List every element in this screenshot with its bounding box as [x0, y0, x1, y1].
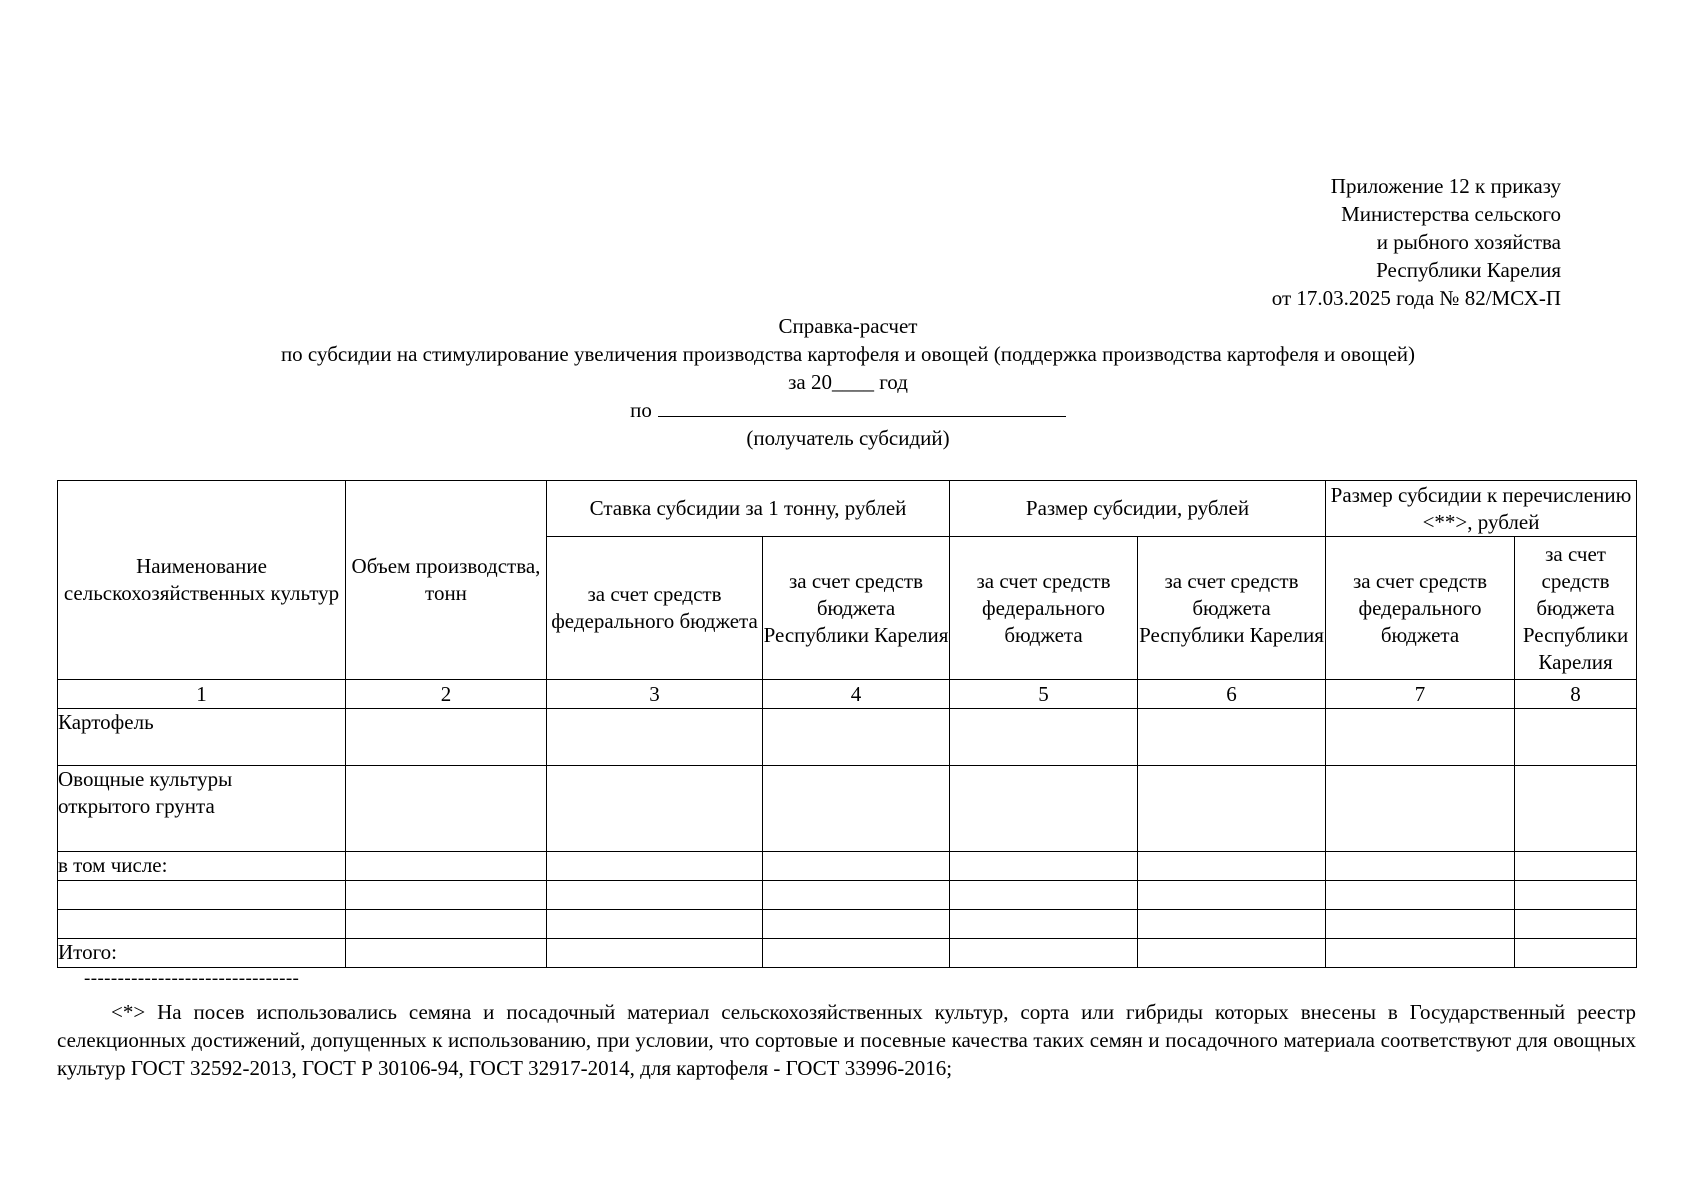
- table-cell: [1326, 939, 1515, 968]
- column-number-row: [58, 680, 1637, 709]
- table-cell: [1515, 766, 1637, 852]
- appendix-line: Министерства сельского: [1341, 202, 1561, 226]
- column-number: 1: [58, 680, 346, 709]
- table-cell: [763, 910, 950, 939]
- header-transfer-regional: за счет средств бюджета Республики Карелия: [1515, 537, 1637, 680]
- table-cell: [1326, 709, 1515, 766]
- appendix-line: Приложение 12 к приказу: [1330, 174, 1561, 198]
- table-cell: [1515, 852, 1637, 881]
- crop-name: Овощные культуры открытого грунта: [58, 766, 346, 852]
- table-cell: [1138, 852, 1326, 881]
- table-cell: [763, 939, 950, 968]
- footnote-separator: --------------------------------: [84, 968, 300, 989]
- table-cell: [1515, 709, 1637, 766]
- table-cell: [763, 766, 950, 852]
- subsidy-table: [57, 480, 1637, 968]
- recipient-blank: [658, 396, 1066, 417]
- table-cell: [547, 709, 763, 766]
- table-row-total: [58, 939, 1637, 968]
- header-amount-group: Размер субсидии, рублей: [950, 481, 1326, 537]
- column-number: 7: [1326, 680, 1515, 709]
- table-cell: [1138, 939, 1326, 968]
- crop-name: [58, 910, 346, 939]
- table-cell: [1515, 939, 1637, 968]
- table-cell: [950, 939, 1138, 968]
- recipient-caption: (получатель субсидий): [746, 426, 950, 450]
- table-cell: [547, 852, 763, 881]
- table-cell: [763, 852, 950, 881]
- header-row-1: [58, 481, 1637, 537]
- table-cell: [346, 852, 547, 881]
- table-cell: [1138, 766, 1326, 852]
- table-cell: [346, 709, 547, 766]
- table-row-blank: [58, 910, 1637, 939]
- table-cell: [950, 709, 1138, 766]
- table-cell: [547, 939, 763, 968]
- table-cell: [763, 881, 950, 910]
- table-cell: [346, 910, 547, 939]
- appendix-line: и рыбного хозяйства: [1376, 230, 1561, 254]
- document-title: Справка-расчет: [778, 314, 918, 338]
- table-cell: [547, 766, 763, 852]
- appendix-line: от 17.03.2025 года № 82/МСХ-П: [1271, 286, 1561, 310]
- table-cell: [950, 881, 1138, 910]
- header-transfer-federal: за счет средств федерального бюджета: [1326, 537, 1515, 680]
- table-cell: [1326, 910, 1515, 939]
- appendix-line: Республики Карелия: [1376, 258, 1561, 282]
- table-cell: [1138, 709, 1326, 766]
- column-number: 5: [950, 680, 1138, 709]
- header-volume: Объем производства, тонн: [346, 481, 547, 680]
- table-cell: [1515, 881, 1637, 910]
- table-cell: [547, 881, 763, 910]
- column-number: 6: [1138, 680, 1326, 709]
- table-cell: [1138, 881, 1326, 910]
- crop-name: [58, 881, 346, 910]
- table-cell: [1326, 852, 1515, 881]
- header-amount-regional: за счет средств бюджета Республики Карелия: [1138, 537, 1326, 680]
- table-cell: [346, 766, 547, 852]
- column-number: 3: [547, 680, 763, 709]
- header-transfer-group: Размер субсидии к перечислению <**>, рублей: [1326, 481, 1637, 537]
- table-row-vegetables: [58, 766, 1637, 852]
- header-amount-federal: за счет средств федерального бюджета: [950, 537, 1138, 680]
- document-subtitle: по субсидии на стимулирование увеличения производства картофеля и овощей (поддержка производства картофеля и овощей): [280, 342, 1416, 366]
- table-cell: [1515, 910, 1637, 939]
- crop-name: Картофель: [58, 709, 346, 766]
- table-cell: [1326, 766, 1515, 852]
- table-cell: [547, 910, 763, 939]
- header-rate-group: Ставка субсидии за 1 тонну, рублей: [547, 481, 950, 537]
- table-cell: [950, 910, 1138, 939]
- table-cell: [763, 709, 950, 766]
- table-row-blank: [58, 881, 1637, 910]
- table-cell: [1326, 881, 1515, 910]
- recipient-prefix: по: [630, 398, 652, 422]
- crop-name: в том числе:: [58, 852, 346, 881]
- period-line: за 20____ год: [788, 370, 908, 394]
- recipient-line: [57, 396, 1639, 424]
- table-cell: [950, 766, 1138, 852]
- appendix-reference: [1061, 172, 1561, 312]
- table-cell: [1138, 910, 1326, 939]
- crop-name: Итого:: [58, 939, 346, 968]
- table-row-potato: [58, 709, 1637, 766]
- header-crop: Наименование сельскохозяйственных культур: [58, 481, 346, 680]
- footnote-text: <*> На посев использовались семяна и посадочный материал сельскохозяйственных культур, сорта или гибриды которых внесены в Государственный реестр селекционных достижений, допущенных к использованию, при условии, что сортовые и посевные качества таких семян и посадочного материала соответствуют для овощных культур ГОСТ 32592-2013, ГОСТ Р 30106-94, ГОСТ 32917-2014, для картофеля - ГОСТ 33996-2016;: [57, 1000, 1636, 1080]
- table-cell: [950, 852, 1138, 881]
- column-number: 4: [763, 680, 950, 709]
- table-cell: [346, 881, 547, 910]
- column-number: 2: [346, 680, 547, 709]
- column-number: 8: [1515, 680, 1637, 709]
- header-rate-regional: за счет средств бюджета Республики Карелия: [763, 537, 950, 680]
- table-cell: [346, 939, 547, 968]
- table-row-including: [58, 852, 1637, 881]
- header-rate-federal: за счет средств федерального бюджета: [547, 537, 763, 680]
